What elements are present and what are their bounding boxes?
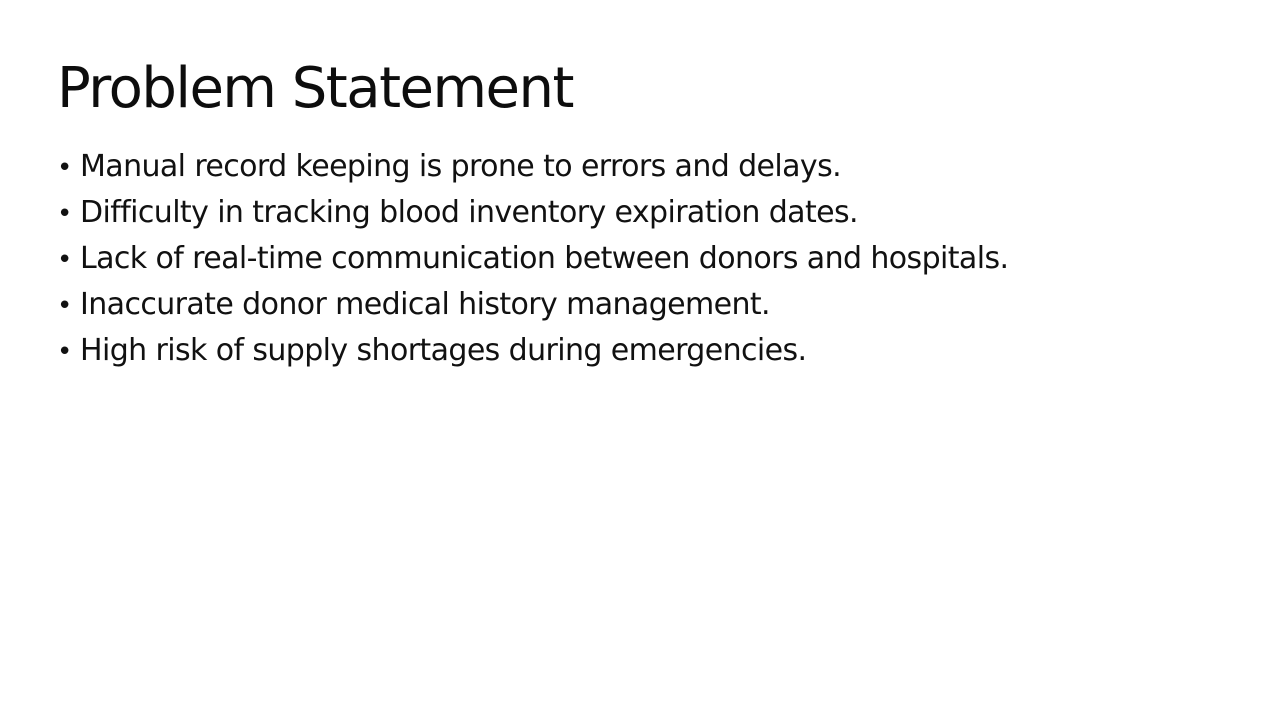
bullet-point-icon: • xyxy=(57,291,72,321)
bullet-point-icon: • xyxy=(57,153,72,183)
bullet-item xyxy=(57,328,1008,374)
bullet-text: Lack of real-time communication between donors and hospitals. xyxy=(80,241,1009,276)
bullet-text: Difficulty in tracking blood inventory expiration dates. xyxy=(80,195,858,230)
bullet-item xyxy=(57,282,1008,328)
bullet-text: Inaccurate donor medical history management. xyxy=(80,287,770,322)
slide-title: Problem Statement xyxy=(57,56,573,121)
bullet-point-icon: • xyxy=(57,337,72,367)
bullet-text: Manual record keeping is prone to errors and delays. xyxy=(80,149,842,184)
bullet-list xyxy=(57,144,1008,374)
bullet-text: High risk of supply shortages during emergencies. xyxy=(80,333,807,368)
bullet-point-icon: • xyxy=(57,199,72,229)
bullet-point-icon: • xyxy=(57,245,72,275)
bullet-item xyxy=(57,144,1008,190)
bullet-item xyxy=(57,236,1008,282)
bullet-item xyxy=(57,190,1008,236)
